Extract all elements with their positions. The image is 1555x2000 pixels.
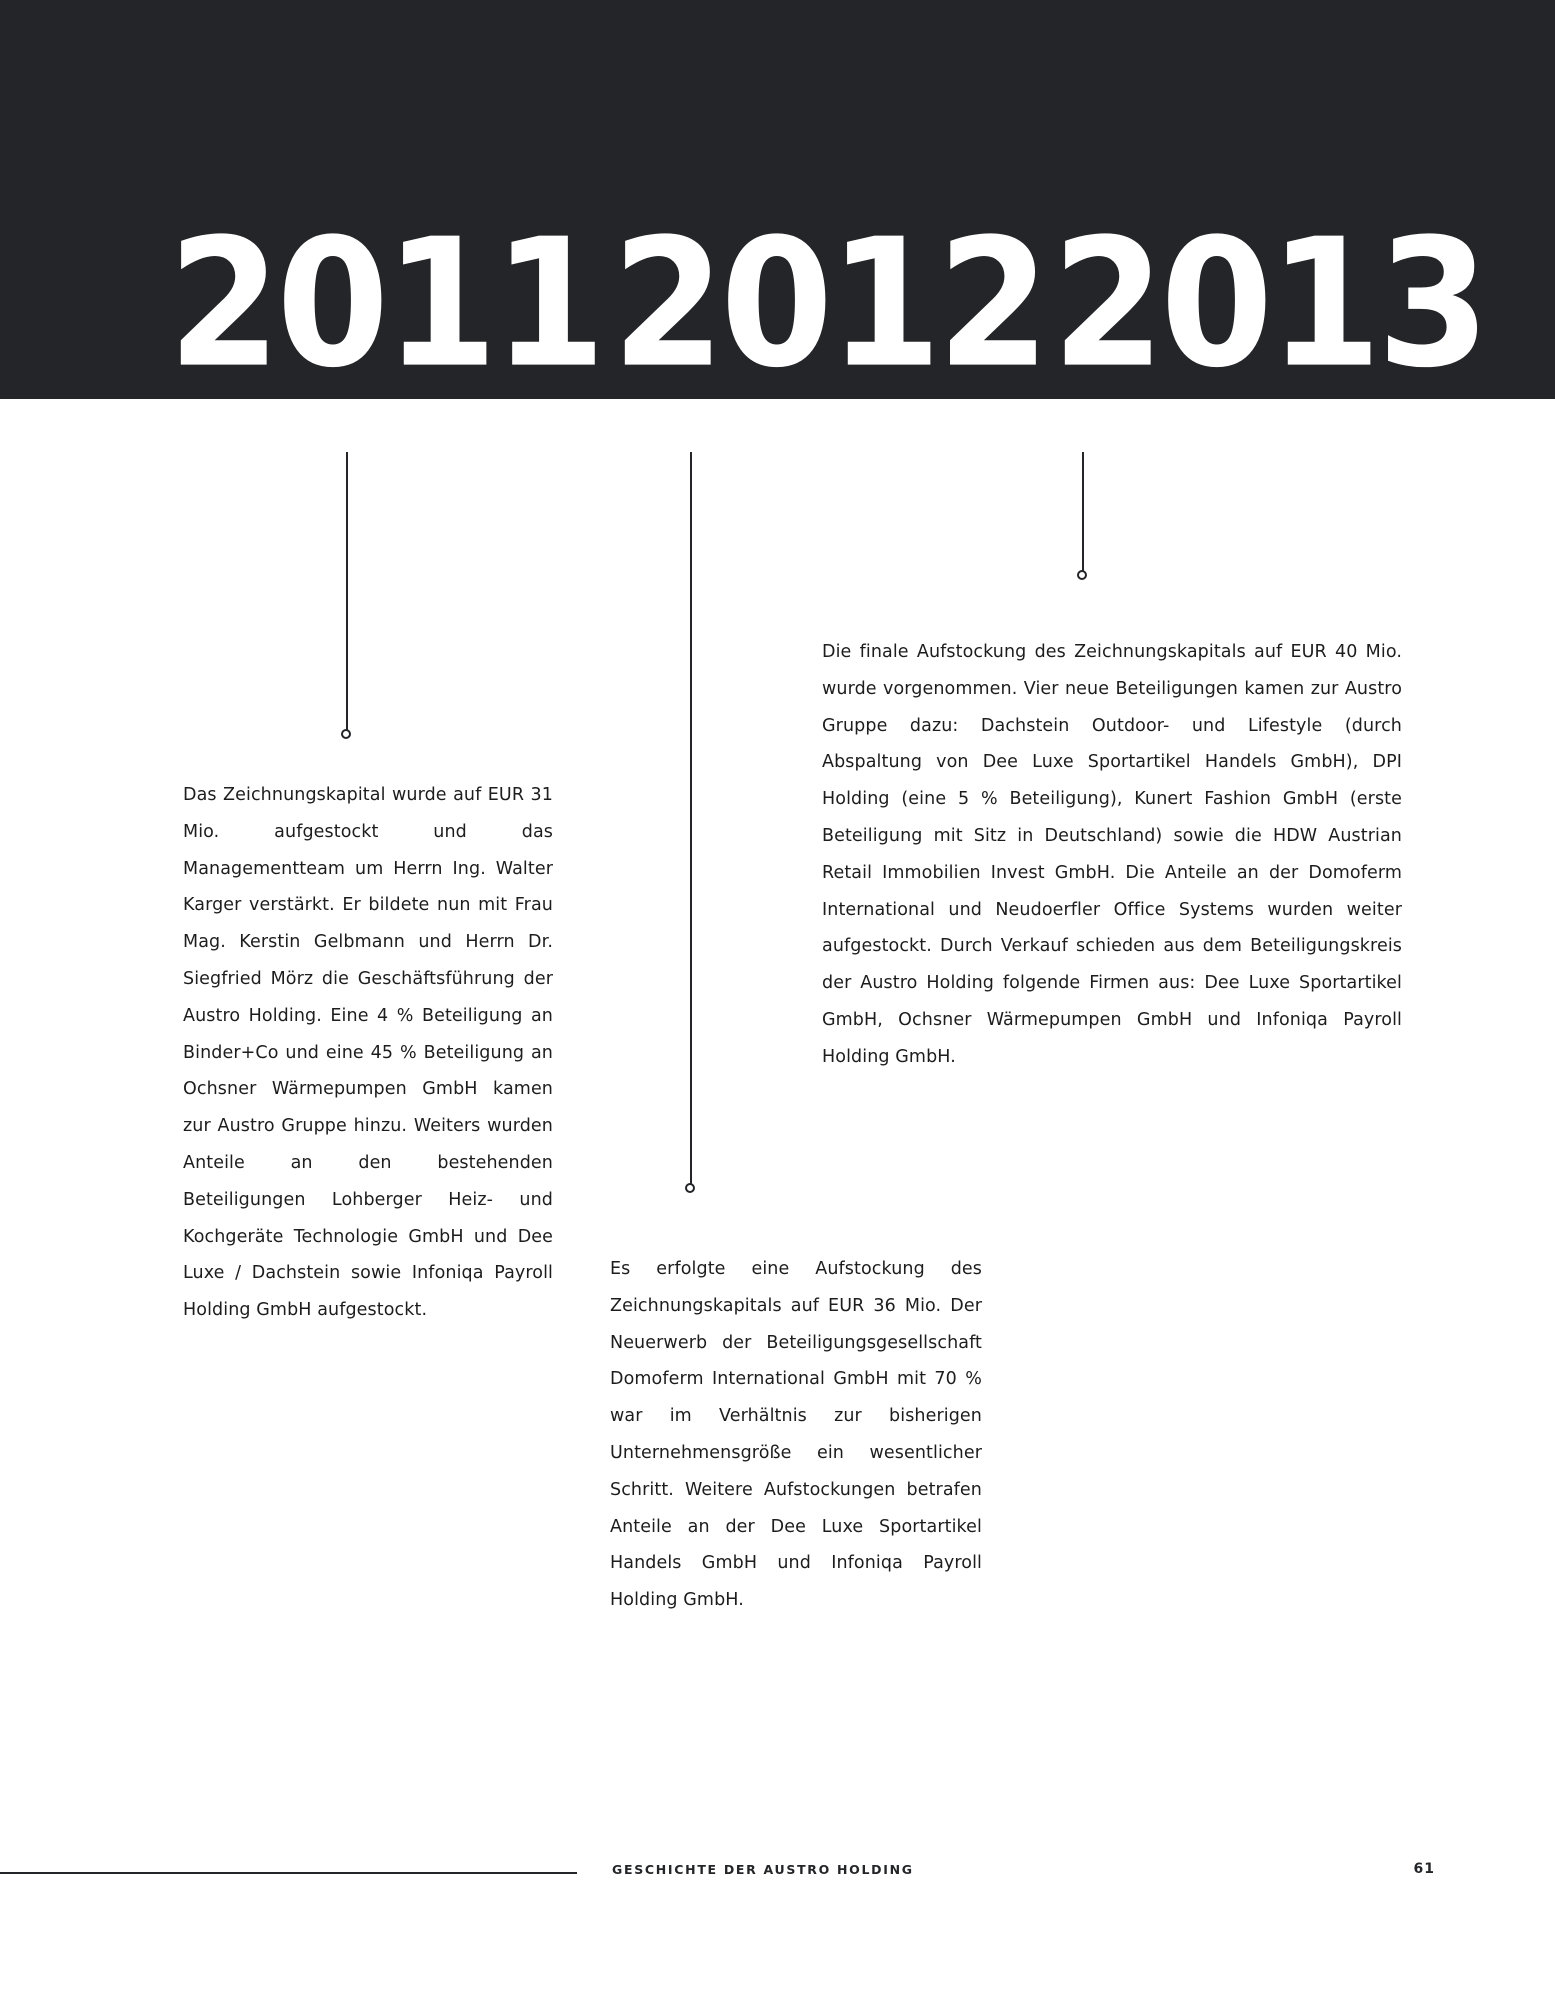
header-band — [0, 0, 1555, 399]
year-heading-2011: 2011 — [168, 201, 602, 399]
footer-page-number: 61 — [1413, 1861, 1435, 1877]
connector-line — [690, 452, 692, 1187]
timeline-entry-2013 — [822, 634, 1402, 1076]
footer-rule — [0, 1872, 577, 1874]
entry-body-text: Es erfolgte eine Aufstockung des Zeichnungskapitals auf EUR 36 Mio. Der Neuerwerb der Beteiligungsgesellschaft Domoferm International GmbH mit 70 % war im Verhältnis zur bisherigen Unternehmensgröße ein wesentlicher Schritt. Weitere Aufstockungen betrafen Anteile an der Dee Luxe Sportartikel Handels GmbH und Infoniqa Payroll Holding GmbH. — [610, 1259, 982, 1611]
entry-body-text: Die finale Aufstockung des Zeichnungskapitals auf EUR 40 Mio. wurde vorgenommen. Vier neue Beteiligungen kamen zur Austro Gruppe dazu: Dachstein Outdoor- und Lifestyle (durch Abspaltung von Dee Luxe Sportartikel Handels GmbH), DPI Holding (eine 5 % Beteiligung), Kunert Fashion GmbH (erste Beteiligung mit Sitz in Deutschland) sowie die HDW Austrian Retail Immobilien Invest GmbH. Die Anteile an der Domoferm International und Neudoerfler Office Systems wurden weiter aufgestockt. Durch Verkauf schieden aus dem Beteiligungskreis der Austro Holding folgende Firmen aus: Dee Luxe Sportartikel GmbH, Ochsner Wärmepumpen GmbH und Infoniqa Payroll Holding GmbH. — [822, 642, 1402, 1067]
footer-section-title: GESCHICHTE DER AUSTRO HOLDING — [612, 1862, 914, 1877]
connector-dot — [685, 1183, 695, 1193]
year-headings — [0, 0, 1555, 399]
connector-line — [1082, 452, 1084, 574]
connector-dot — [341, 729, 351, 739]
entry-body-text: Das Zeichnungskapital wurde auf EUR 31 Mio. aufgestockt und das Managementteam um Herrn Ing. Walter Karger verstärkt. Er bildete nun mit Frau Mag. Kerstin Gelbmann und Herrn Dr. Siegfried Mörz die Geschäftsführung der Austro Holding. Eine 4 % Beteiligung an Binder+Co und eine 45 % Beteiligung an Ochsner Wärmepumpen GmbH kamen zur Austro Gruppe hinzu. Weiters wurden Anteile an den bestehenden Beteiligungen Lohberger Heiz- und Kochgeräte Technologie GmbH und Dee Luxe / Dachstein sowie Infoniqa Payroll Holding GmbH aufgestockt. — [183, 785, 553, 1321]
timeline-entry-2012 — [610, 1251, 982, 1619]
timeline-entry-2011 — [183, 777, 553, 1329]
year-heading-2013: 2013 — [1052, 201, 1486, 399]
connector-line — [346, 452, 348, 733]
year-heading-2012: 2012 — [612, 201, 1046, 399]
connector-dot — [1077, 570, 1087, 580]
